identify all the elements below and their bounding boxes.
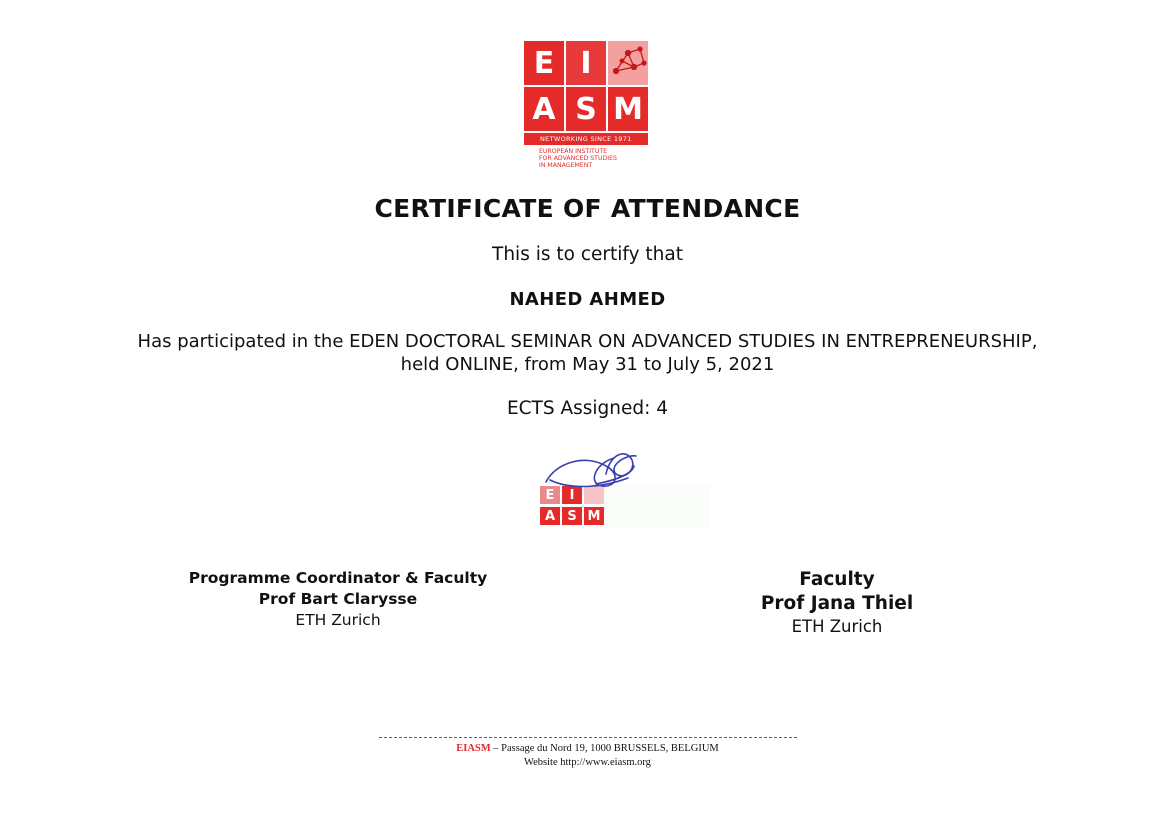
signatory-name: Prof Bart Clarysse bbox=[258, 590, 418, 608]
signatory-name: Prof Jana Thiel bbox=[760, 593, 914, 614]
stamp-letter-e: E bbox=[540, 486, 560, 504]
certify-intro: This is to certify that bbox=[492, 244, 683, 265]
participation-text-line-2: held ONLINE, from May 31 to July 5, 2021 bbox=[400, 354, 775, 375]
stamp-letter-i: I bbox=[562, 486, 582, 504]
logo-letter-i: I bbox=[566, 41, 606, 85]
logo-fullname bbox=[539, 148, 617, 170]
logo-letter-m: M bbox=[608, 87, 648, 131]
footer-address-text: – Passage du Nord 19, 1000 BRUSSELS, BELGIUM bbox=[490, 743, 719, 754]
logo-letter-a: A bbox=[524, 87, 564, 131]
footer-address bbox=[0, 743, 1175, 754]
signatory-right bbox=[687, 568, 987, 638]
signatory-role: Programme Coordinator & Faculty bbox=[188, 569, 488, 587]
footer-divider bbox=[379, 737, 797, 738]
logo-fullname-line: IN MANAGEMENT bbox=[539, 162, 593, 170]
eiasm-logo bbox=[523, 40, 651, 176]
stamp-letter-s: S bbox=[562, 507, 582, 525]
handwritten-signature bbox=[536, 444, 714, 530]
signature-stamp bbox=[536, 444, 714, 530]
logo-letter-e: E bbox=[524, 41, 564, 85]
logo-fullname-line: FOR ADVANCED STUDIES bbox=[539, 155, 617, 163]
logo-letter-s: S bbox=[566, 87, 606, 131]
logo-fullname-line: EUROPEAN INSTITUTE bbox=[539, 148, 608, 155]
logo-network-cell bbox=[608, 41, 648, 85]
ects-assigned: ECTS Assigned: 4 bbox=[506, 398, 669, 419]
stamp-letter-m: M bbox=[584, 507, 604, 525]
footer-website: Website http://www.eiasm.org bbox=[524, 757, 651, 768]
signatory-left bbox=[138, 568, 538, 631]
participation-text-line-1: Has participated in the EDEN DOCTORAL SEMINAR ON ADVANCED STUDIES IN ENTREPRENEURSHIP, bbox=[137, 331, 1038, 352]
signatory-org: ETH Zurich bbox=[791, 617, 883, 636]
recipient-name: NAHED AHMED bbox=[509, 289, 666, 310]
logo-grid bbox=[524, 41, 648, 131]
stamp-letter-a: A bbox=[540, 507, 560, 525]
signatory-org: ETH Zurich bbox=[295, 611, 381, 629]
footer-brand: EIASM bbox=[456, 743, 491, 754]
network-icon bbox=[608, 41, 648, 85]
certificate-title: CERTIFICATE OF ATTENDANCE bbox=[374, 194, 801, 223]
logo-tagline: NETWORKING SINCE 1971 bbox=[524, 133, 648, 145]
signatory-role: Faculty bbox=[799, 569, 875, 590]
